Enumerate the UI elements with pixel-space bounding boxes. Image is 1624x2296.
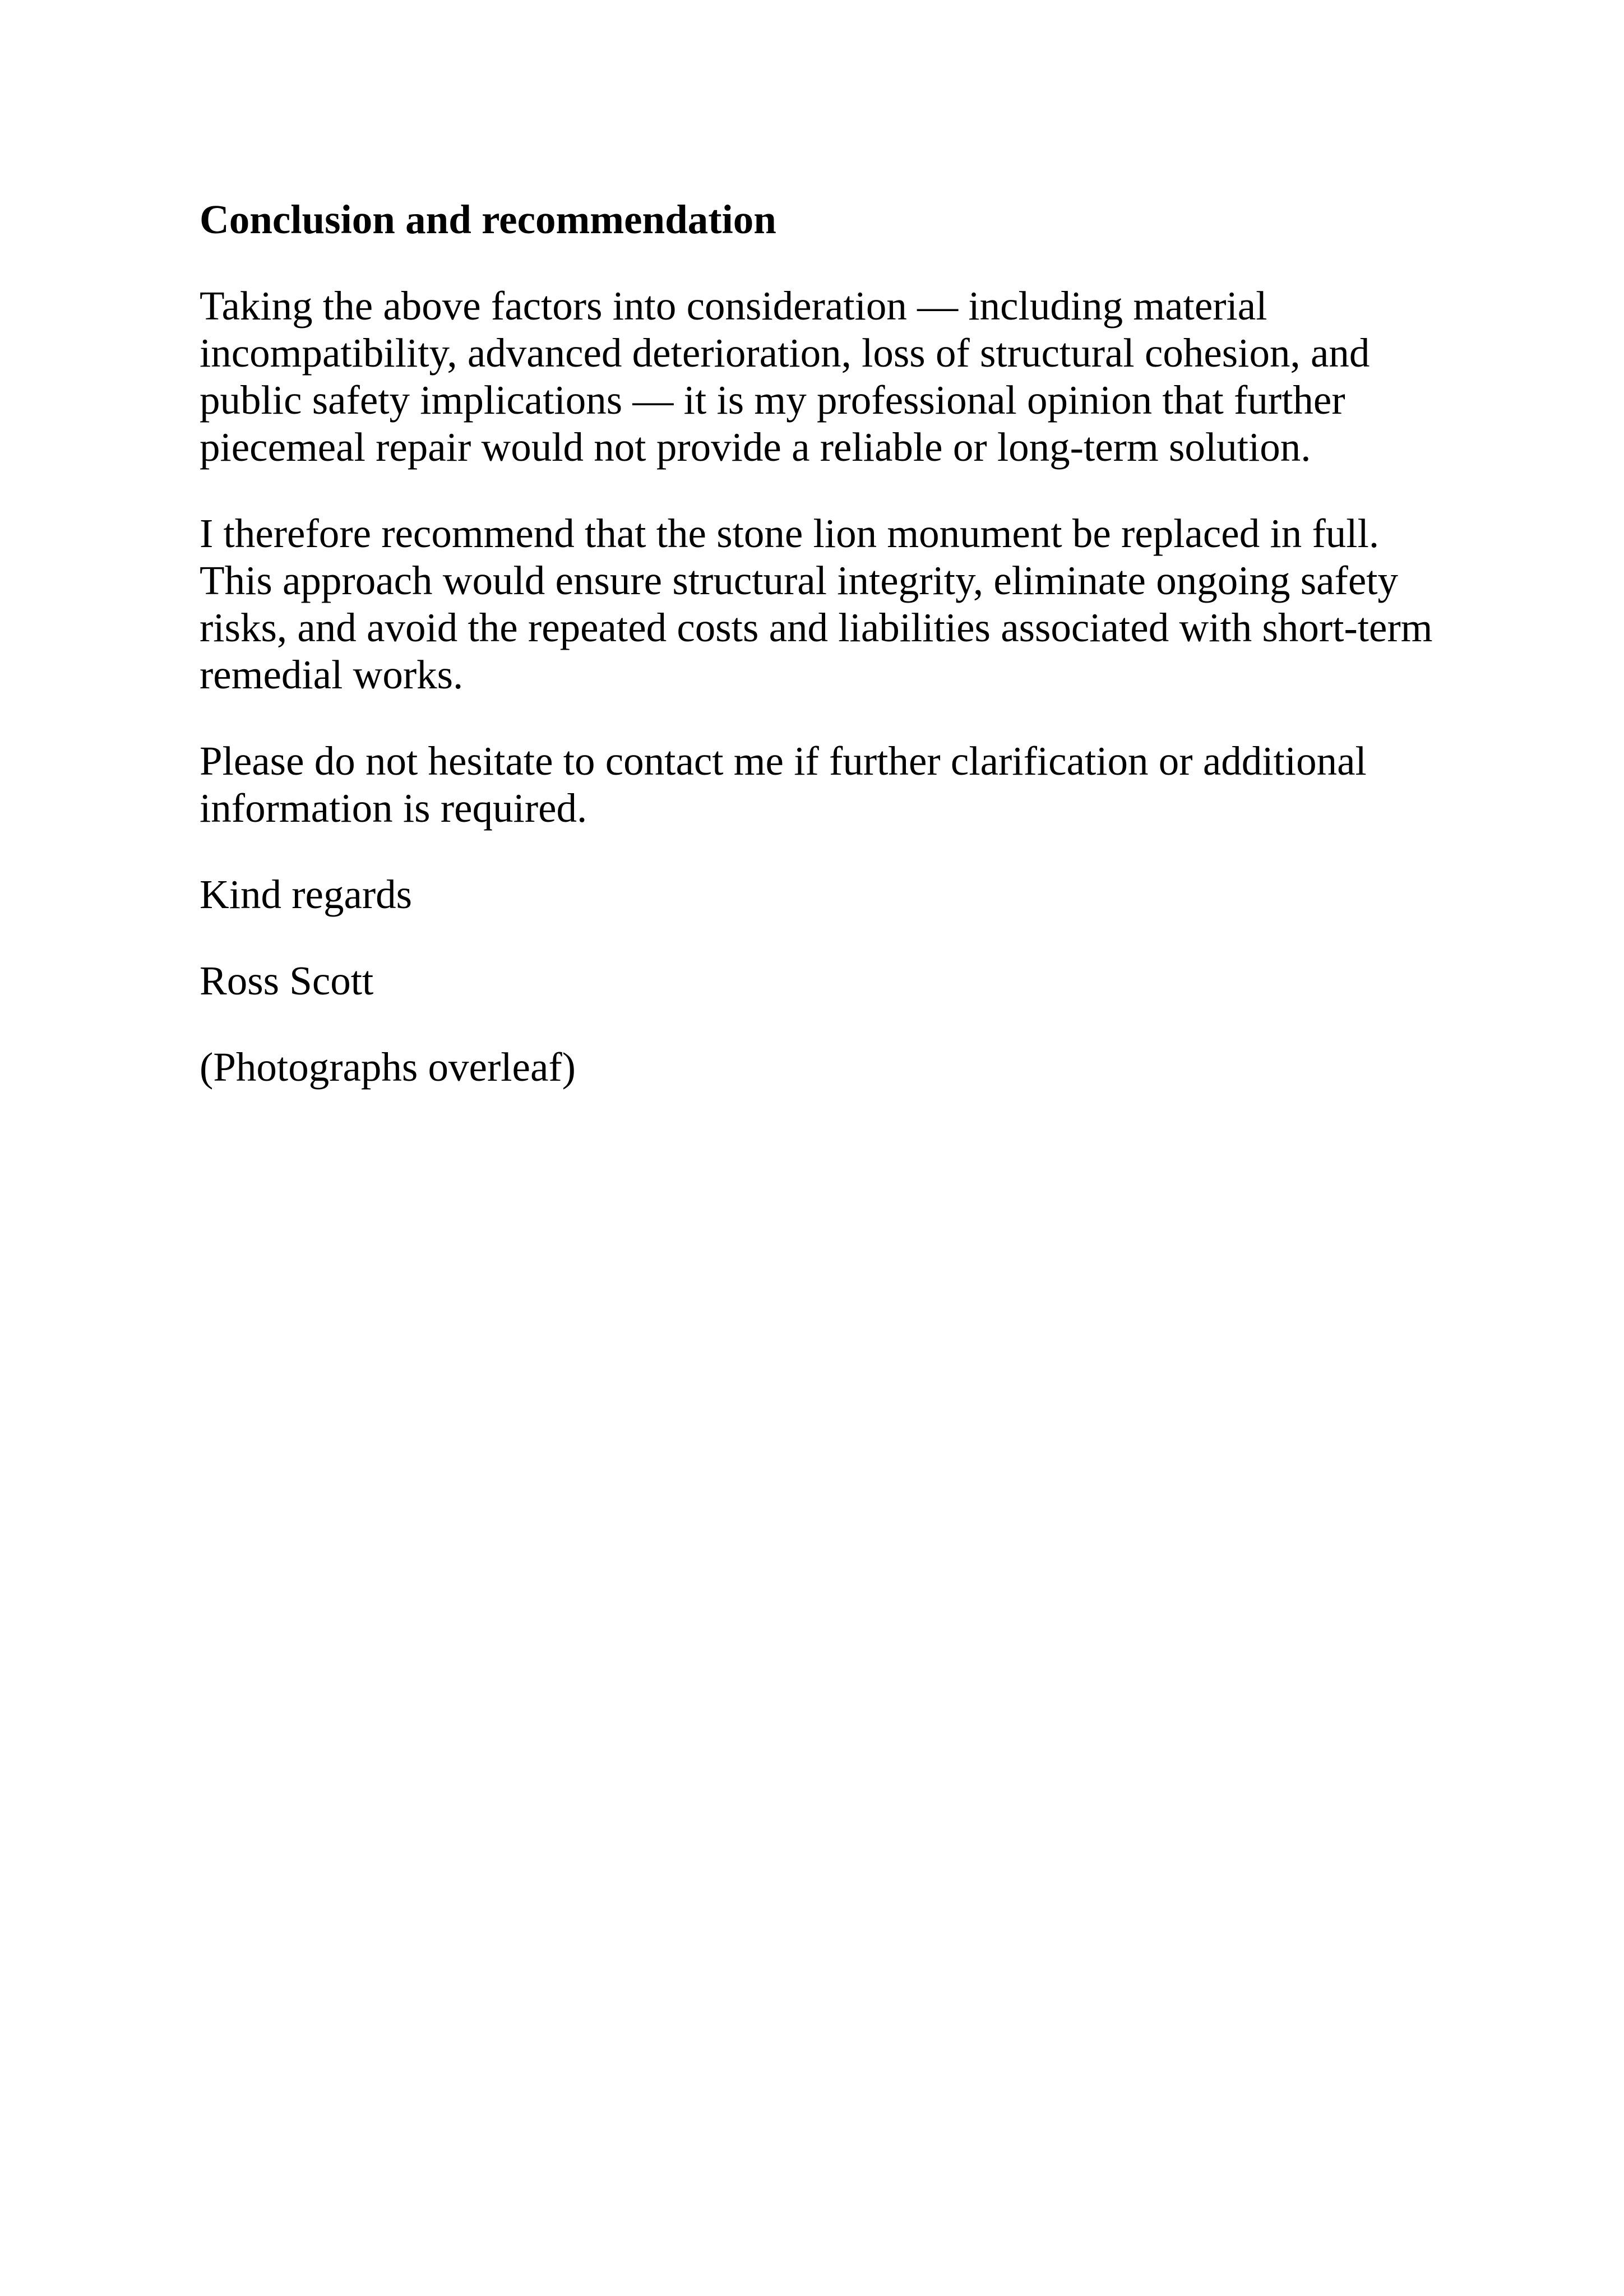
- document-body: [200, 196, 1433, 1130]
- photographs-note: (Photographs overleaf): [200, 1044, 576, 1090]
- paragraph-recommendation: I therefore recommend that the stone lion monument be replaced in full. This approach would ensure structural integrity, eliminate ongoing safety risks, and avoid the repeated costs and liabilities associated with short-term remedial works.: [200, 511, 1433, 697]
- paragraph-contact: Please do not hesitate to contact me if further clarification or additional information is required.: [200, 738, 1367, 831]
- section-heading: Conclusion and recommendation: [200, 197, 776, 242]
- signature-name: Ross Scott: [200, 958, 374, 1003]
- paragraph-considerations: Taking the above factors into consideration — including material incompatibility, advanced deterioration, loss of structural cohesion, and public safety implications — it is my professional opinion that further piecemeal repair would not provide a reliable or long-term solution.: [200, 283, 1370, 470]
- closing-line: Kind regards: [200, 872, 413, 917]
